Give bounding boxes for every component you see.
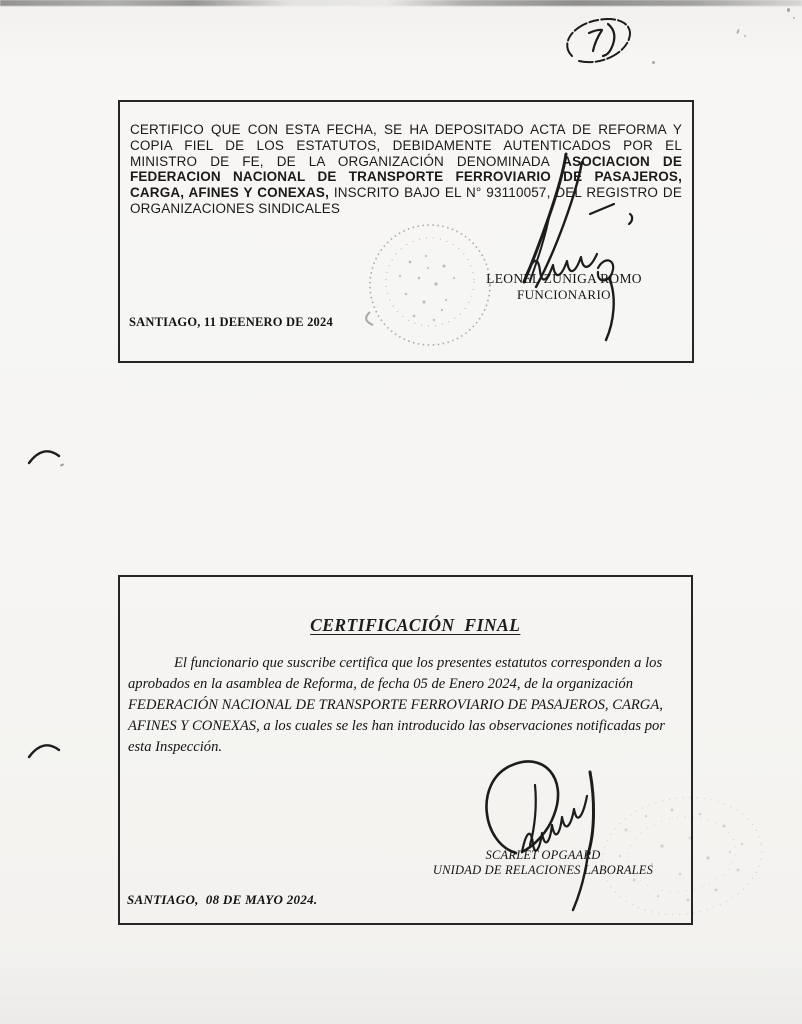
org-name-bold: ASOCIACION DE FEDERACION NACIONAL DE TRANSPORTE FERROVIARIO DE PASAJEROS, CARGA, AFINES Y CONEXAS, [130,153,682,201]
scan-artifact-top-band [0,0,802,6]
final-date-line: SANTIAGO, 08 DE MAYO 2024. [127,892,318,907]
scan-speck [652,61,655,64]
deposit-text-part2: INSCRITO BAJO EL N° 93110057, DEL REGISTRO DE ORGANIZACIONES SINDICALES [130,185,682,216]
handwritten-circled-mark-icon [556,13,638,71]
funcionario-name: LEONEL ZUNIGA ROMO [486,271,642,286]
unit-signer-name: SCARLET OPGAARD [485,848,601,862]
margin-arc-mark-2 [26,737,62,763]
final-org-name: FEDERACIÓN NACIONAL DE TRANSPORTE FERROVIARIO DE PASAJEROS, CARGA, AFINES Y CONEXAS, [128,697,663,734]
faint-stamp-icon [596,790,768,922]
margin-arc-mark-1 [26,443,62,469]
final-text-part2: a los cuales se les han introducido las observaciones notificadas por esta Inspección. [128,718,665,755]
final-certification-text [128,653,676,758]
funcionario-signer-block [439,271,689,303]
final-certification-title: CERTIFICACIÓN FINAL [310,615,521,635]
deposit-certificate-box [118,100,694,363]
scan-speck [787,8,790,12]
deposit-text-part1: CERTIFICO QUE CON ESTA FECHA, SE HA DEPOSITADO ACTA DE REFORMA Y COPIA FIEL DE LOS ESTATUTOS, DEBIDAMENTE AUTENTICADOS POR EL MINISTRO DE FE, DE LA ORGANIZACIÓN DENOMINADA [130,122,682,169]
unit-signer-unit: UNIDAD DE RELACIONES LABORALES [432,863,654,877]
final-text-part1: El funcionario que suscribe certifica que los presentes estatutos corresponden a los aprobados en la asamblea de Reforma, de fecha 05 de Enero 2024, de la organización [128,655,663,692]
deposit-date-line: SANTIAGO, 11 DEENERO DE 2024 [129,315,333,329]
deposit-certificate-text [130,122,682,217]
scan-speck [744,35,746,37]
scan-speck [793,17,795,19]
scan-speck [736,29,740,34]
funcionario-title: FUNCIONARIO [517,287,611,302]
